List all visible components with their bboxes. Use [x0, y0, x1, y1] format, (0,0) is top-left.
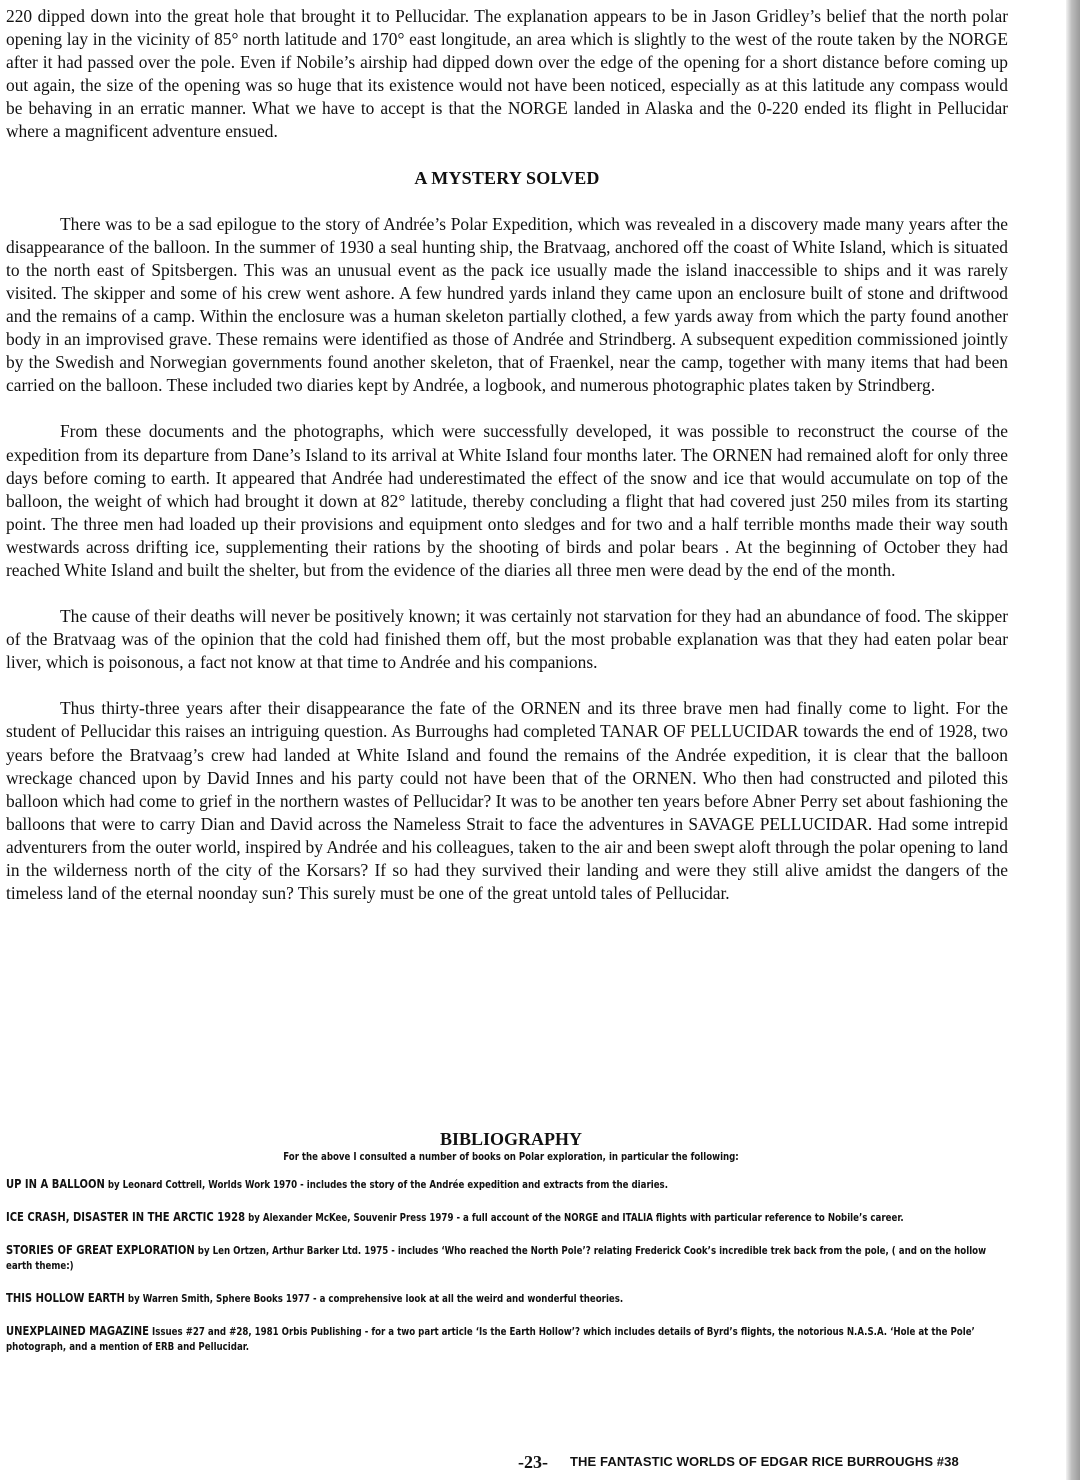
paragraph: From these documents and the photographs, which were successfully developed, it was possible to reconstruct the course of the expedition from its departure from Dane’s Island to its arrival at White Island four months later. The ORNEN had remained aloft for only three days before coming to earth. It appeared that Andrée had underestimated the effect of the snow and ice that would accumulate on top of the balloon, the weight of which had brought it down at 82° latitude, thereby concluding a flight that had covered just 250 miles from its starting point. The three men had loaded up their provisions and equipment onto sledges and for two and a half terrible months made their way south westwards across drifting ice, supplementing their rations by the shooting of birds and polar bears . At the beginning of October they had reached White Island and built the shelter, but from the evidence of the diaries all three men were dead by the end of the month. — [6, 421, 1008, 580]
book-title: THIS HOLLOW EARTH — [6, 1290, 125, 1305]
bibliography-entry — [6, 1323, 998, 1354]
page-footer — [0, 1450, 1080, 1474]
paragraph: Thus thirty-three years after their disappearance the fate of the ORNEN and its three brave men had finally come to light. For the student of Pellucidar this raises an intriguing question. As Burroughs had completed TANAR OF PELLUCIDAR towards the end of 1928, two years before the Bratvaag’s crew had landed at White Island and found the remains of the Andrée expedition, it is clear that the balloon wreckage chanced upon by David Innes and his party could not have been that of the ORNEN. Who then had constructed and piloted this balloon which had come to grief in the northern wastes of Pellucidar? It was to be another ten years before Abner Perry set about fashioning the balloons that were to carry Dian and David across the Nameless Strait to face the adventures in SAVAGE PELLUCIDAR. Had some intrepid adventurers from the outer world, inspired by Andrée and his colleagues, taken to the air and been swept aloft through the polar opening to land in the wilderness north of the city of the Korsars? If so had they survived their landing and were they still alive amidst the dangers of the timeless land of the eternal noonday sun? This surely must be one of the great untold tales of Pellucidar. — [6, 698, 1008, 904]
book-title: UP IN A BALLOON — [6, 1176, 105, 1191]
book-title: UNEXPLAINED MAGAZINE — [6, 1323, 149, 1338]
bibliography-heading: BIBLIOGRAPHY — [439, 1129, 583, 1149]
book-details: by Len Ortzen, Arthur Barker Ltd. 1975 - includes ‘Who reached the North Pole’? relating Frederick Cook’s incredible trek back from the pole, ( and on the hollow earth theme:) — [6, 1244, 987, 1272]
book-details: by Leonard Cottrell, Worlds Work 1970 - includes the story of the Andrée expedition and extracts from the diaries. — [107, 1178, 668, 1191]
article-body — [6, 5, 1008, 905]
bibliography-section — [6, 1128, 1016, 1354]
bibliography-entry — [6, 1242, 998, 1273]
bibliography-entry — [6, 1290, 998, 1306]
scan-edge-shadow — [1066, 0, 1080, 1480]
paragraph: The cause of their deaths will never be positively known; it was certainly not starvation for they had an abundance of food. The skipper of the Bratvaag was of the opinion that the cold had finished them off, but the most probable explanation was that they had eaten polar bear liver, which is poisonous, a fact not know at that time to Andrée and his companions. — [6, 606, 1008, 673]
series-title: THE FANTASTIC WORLDS OF EDGAR RICE BURROUGHS #38 — [570, 1454, 959, 1469]
page-number: -23- — [518, 1452, 548, 1472]
bibliography-entry — [6, 1176, 998, 1192]
book-title: STORIES OF GREAT EXPLORATION — [6, 1242, 195, 1257]
paragraph: There was to be a sad epilogue to the story of Andrée’s Polar Expedition, which was revealed in a discovery made many years after the disappearance of the balloon. In the summer of 1930 a seal hunting ship, the Bratvaag, anchored off the coast of White Island, which is situated to the north east of Spitsbergen. This was an unusual event as the pack ice usually made the island inaccessible to ships and it was rarely visited. The skipper and some of his crew went ashore. A few hundred yards inland they came upon an enclosure built of stone and driftwood and the remains of a camp. Within the enclosure was a human skeleton partially clothed, a few yards away from which the party found another body in an improvised grave. These remains were identified as those of Andrée and Strindberg. A subsequent expedition commissioned jointly by the Swedish and Norwegian governments found another skeleton, that of Fraenkel, near the camp, together with many items that had been carried on the balloon. These included two diaries kept by Andrée, a logbook, and numerous photographic plates taken by Strindberg. — [6, 213, 1008, 396]
continuation-paragraph: 220 dipped down into the great hole that brought it to Pellucidar. The explanation appears to be in Jason Gridley’s belief that the north polar opening lay in the vicinity of 85° north latitude and 170° east longitude, an area which is slightly to the west of the route taken by the NORGE after it had passed over the pole. Even if Nobile’s airship had dipped down over the edge of the opening for a short distance before coming up out again, the size of the opening was so huge that its existence would not have been noticed, especially as at this latitude any compass would be behaving in an erratic manner. What we have to accept is that the NORGE landed in Alaska and the 0-220 ended its flight in Pellucidar where a magnificent adventure ensued. — [6, 6, 1008, 142]
book-details: Issues #27 and #28, 1981 Orbis Publishing - for a two part article ‘Is the Earth Hollow’? which includes details of Byrd’s flights, the notorious N.A.S.A. ‘Hole at the Pole’ photograph, and a mention of ERB and Pellucidar. — [6, 1325, 975, 1353]
book-details: by Warren Smith, Sphere Books 1977 - a comprehensive look at all the weird and wonderful theories. — [127, 1292, 624, 1305]
bibliography-intro: For the above I consulted a number of books on Polar exploration, in particular the following: — [283, 1151, 739, 1163]
book-details: by Alexander McKee, Souvenir Press 1979 - a full account of the NORGE and ITALIA flights with particular reference to Nobile’s career. — [248, 1211, 904, 1224]
section-heading: A MYSTERY SOLVED — [414, 167, 600, 188]
book-title: ICE CRASH, DISASTER IN THE ARCTIC 1928 — [6, 1209, 246, 1224]
bibliography-entry — [6, 1209, 918, 1225]
